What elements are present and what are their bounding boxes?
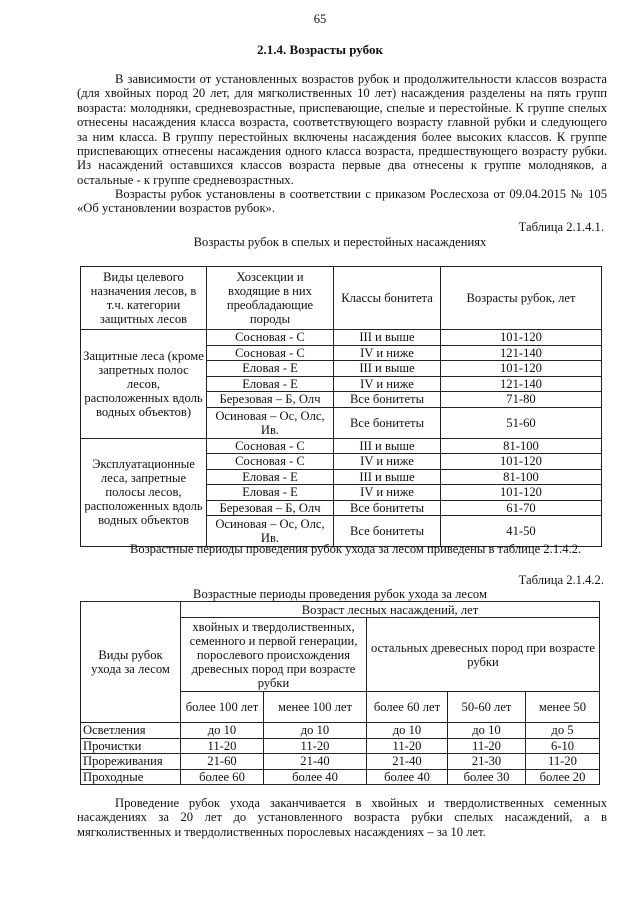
species-cell: Березовая – Б, Олч bbox=[207, 392, 334, 408]
cutting-type-cell: Проходные bbox=[81, 769, 181, 785]
sub-header: более 60 лет bbox=[367, 692, 448, 723]
bonitet-cell: III и выше bbox=[334, 330, 441, 346]
species-cell: Березовая – Б, Олч bbox=[207, 500, 334, 516]
age-period-cell: до 5 bbox=[526, 723, 600, 739]
age-period-cell: 11-20 bbox=[448, 738, 526, 754]
bonitet-cell: Все бонитеты bbox=[334, 407, 441, 438]
cutting-ages-table bbox=[80, 266, 602, 547]
age-period-cell: 11-20 bbox=[367, 738, 448, 754]
table-row bbox=[81, 330, 602, 346]
age-cell: 101-120 bbox=[441, 454, 602, 470]
age-period-cell: 21-30 bbox=[448, 754, 526, 770]
bonitet-cell: III и выше bbox=[334, 469, 441, 485]
column-header: Виды целевого назначения лесов, в т.ч. категории защитных лесов bbox=[81, 267, 207, 330]
bonitet-cell: IV и ниже bbox=[334, 454, 441, 470]
age-cell: 101-120 bbox=[441, 361, 602, 377]
table1-caption: Возрасты рубок в спелых и перестойных насаждениях bbox=[193, 235, 487, 249]
bonitet-cell: III и выше bbox=[334, 361, 441, 377]
species-cell: Еловая - Е bbox=[207, 376, 334, 392]
order-paragraph: Возрасты рубок установлены в соответствии с приказом Рослесхоза от 09.04.2015 № 105 «Об установлении возрастов рубок». bbox=[77, 187, 607, 216]
thinning-periods-table bbox=[80, 601, 600, 785]
species-cell: Осиновая – Ос, Олс, Ив. bbox=[207, 407, 334, 438]
age-period-cell: более 20 bbox=[526, 769, 600, 785]
species-cell: Сосновая - С bbox=[207, 330, 334, 346]
bonitet-cell: IV и ниже bbox=[334, 376, 441, 392]
bonitet-cell: III и выше bbox=[334, 438, 441, 454]
age-period-cell: более 60 bbox=[181, 769, 264, 785]
table2-reference-text: Возрастные периоды проведения рубок ухода за лесом приведены в таблице 2.1.4.2. bbox=[130, 542, 582, 556]
age-period-cell: 21-40 bbox=[367, 754, 448, 770]
species-cell: Сосновая - С bbox=[207, 345, 334, 361]
age-cell: 121-140 bbox=[441, 376, 602, 392]
group-header: хвойных и твердолиственных, семенного и первой генерации, порослевого происхождения древесных пород при возрасте рубки bbox=[181, 618, 367, 692]
age-period-cell: 21-60 bbox=[181, 754, 264, 770]
age-period-cell: более 30 bbox=[448, 769, 526, 785]
species-cell: Еловая - Е bbox=[207, 361, 334, 377]
sub-header: менее 50 bbox=[526, 692, 600, 723]
age-period-cell: 11-20 bbox=[526, 754, 600, 770]
age-period-cell: более 40 bbox=[367, 769, 448, 785]
table2-caption: Возрастные периоды проведения рубок ухода за лесом bbox=[193, 587, 487, 601]
table2-label: Таблица 2.1.4.2. bbox=[518, 573, 604, 587]
page-number: 65 bbox=[313, 12, 327, 26]
group-header: остальных древесных пород при возрасте рубки bbox=[367, 618, 600, 692]
species-cell: Еловая - Е bbox=[207, 485, 334, 501]
cutting-type-cell: Осветления bbox=[81, 723, 181, 739]
bonitet-cell: IV и ниже bbox=[334, 345, 441, 361]
species-cell: Осиновая – Ос, Олс, Ив. bbox=[207, 516, 334, 547]
age-period-cell: до 10 bbox=[448, 723, 526, 739]
species-cell: Сосновая - С bbox=[207, 438, 334, 454]
age-cell: 71-80 bbox=[441, 392, 602, 408]
intro-paragraph: В зависимости от установленных возрастов рубок и продолжительности классов возраста (для хвойных пород 20 лет, для мягколиственных 10 лет) насаждения разделены на пять групп возраста: молодняки, средневозрастные, приспевающие, спелые и перестойные. К группе спелых отнесены насаждения класса возраста, соответствующего возрасту главной рубки и следующего за ним класса. В группу перестойных включены насаждения более высоких классов. К группе приспевающих отнесены насаждения одного класса возраста, предшествующего возрасту рубки. Из насаждений оставшихся классов возраста первые два отнесены к группе молодняков, а остальные - к группе средневозрастных. bbox=[77, 72, 607, 187]
table-row bbox=[81, 754, 600, 770]
cutting-type-cell: Прореживания bbox=[81, 754, 181, 770]
top-header: Возраст лесных насаждений, лет bbox=[181, 602, 600, 618]
age-cell: 61-70 bbox=[441, 500, 602, 516]
age-period-cell: 6-10 bbox=[526, 738, 600, 754]
table-row bbox=[81, 738, 600, 754]
age-period-cell: 11-20 bbox=[181, 738, 264, 754]
header-row bbox=[81, 267, 602, 330]
column-header: Классы бонитета bbox=[334, 267, 441, 330]
table-row bbox=[81, 723, 600, 739]
cutting-type-cell: Прочистки bbox=[81, 738, 181, 754]
age-cell: 101-120 bbox=[441, 330, 602, 346]
age-cell: 101-120 bbox=[441, 485, 602, 501]
column-header: Возрасты рубок, лет bbox=[441, 267, 602, 330]
section-heading: 2.1.4. Возрасты рубок bbox=[257, 42, 383, 57]
closing-paragraph: Проведение рубок ухода заканчивается в хвойных и твердолиственных семенных насаждениях за 20 лет до установленного возраста рубки спелых насаждений, а в мягколиственных и твердолиственных порослевых насаждениях – за 10 лет. bbox=[77, 796, 607, 839]
age-period-cell: до 10 bbox=[181, 723, 264, 739]
age-period-cell: 11-20 bbox=[264, 738, 367, 754]
sub-header: менее 100 лет bbox=[264, 692, 367, 723]
bonitet-cell: IV и ниже bbox=[334, 485, 441, 501]
age-cell: 41-50 bbox=[441, 516, 602, 547]
table1-label: Таблица 2.1.4.1. bbox=[518, 220, 604, 234]
age-cell: 51-60 bbox=[441, 407, 602, 438]
species-cell: Еловая - Е bbox=[207, 469, 334, 485]
table-row bbox=[81, 769, 600, 785]
age-period-cell: до 10 bbox=[367, 723, 448, 739]
table-row bbox=[81, 438, 602, 454]
age-period-cell: 21-40 bbox=[264, 754, 367, 770]
row-header: Виды рубок ухода за лесом bbox=[81, 602, 181, 723]
sub-header: 50-60 лет bbox=[448, 692, 526, 723]
age-period-cell: более 40 bbox=[264, 769, 367, 785]
age-cell: 121-140 bbox=[441, 345, 602, 361]
age-period-cell: до 10 bbox=[264, 723, 367, 739]
column-header: Хозсекции и входящие в них преобладающие породы bbox=[207, 267, 334, 330]
forest-category-cell: Эксплуатационные леса, запретные полосы лесов, расположенных вдоль водных объектов bbox=[81, 438, 207, 547]
age-cell: 81-100 bbox=[441, 469, 602, 485]
species-cell: Сосновая - С bbox=[207, 454, 334, 470]
bonitet-cell: Все бонитеты bbox=[334, 500, 441, 516]
bonitet-cell: Все бонитеты bbox=[334, 516, 441, 547]
bonitet-cell: Все бонитеты bbox=[334, 392, 441, 408]
sub-header: более 100 лет bbox=[181, 692, 264, 723]
age-cell: 81-100 bbox=[441, 438, 602, 454]
forest-category-cell: Защитные леса (кроме запретных полос лесов, расположенных вдоль водных объектов) bbox=[81, 330, 207, 439]
